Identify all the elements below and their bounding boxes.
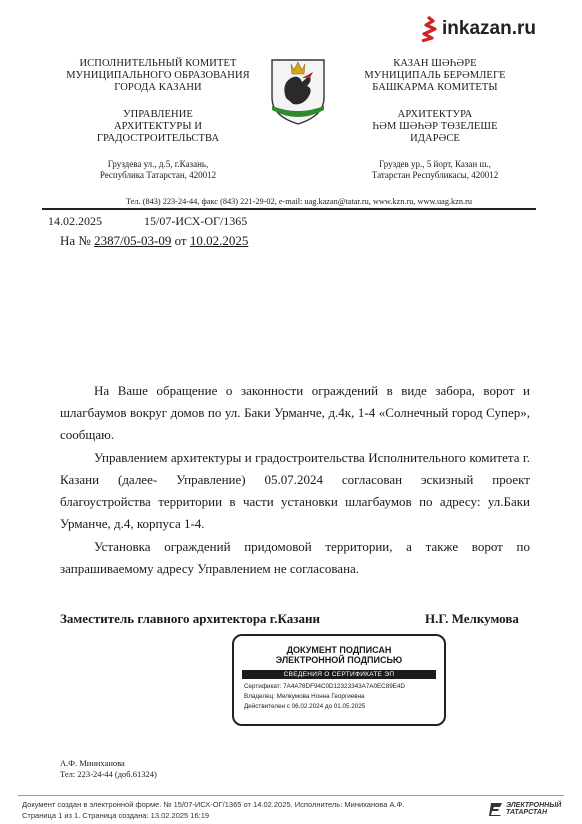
e-signature-stamp xyxy=(232,634,446,726)
footer-line: Документ создан в электронной форме. № 15/07-ИСХ-ОГ/1365 от 14.02.2025. Исполнитель: Миниханова А.Ф. xyxy=(22,800,405,809)
e-tatarstan-logo xyxy=(488,801,561,817)
org-line: КАЗАН ШӘҺӘРЕ xyxy=(393,58,477,69)
org-line: ИСПОЛНИТЕЛЬНЫЙ КОМИТЕТ xyxy=(79,58,237,69)
stamp-band: СВЕДЕНИЯ О СЕРТИФИКАТЕ ЭП xyxy=(242,670,436,679)
contacts-line: Тел. (843) 223-24-44, факс (843) 221-29-02, e-mail: uag.kazan@tatar.ru, www.kzn.ru, www.uag.kzn.ru xyxy=(125,197,473,206)
doc-date: 14.02.2025 xyxy=(48,214,102,228)
signature-position: Заместитель главного архитектора г.Казани xyxy=(60,611,320,626)
coat-of-arms-icon xyxy=(269,58,327,126)
dept-line: ҺӘМ ШӘҺӘР ТӨЗЕЛЕШЕ xyxy=(372,121,498,132)
executor-name: А.Ф. Миниханова xyxy=(60,758,125,768)
address-line: Республика Татарстан, 420012 xyxy=(99,170,217,180)
org-line: ГОРОДА КАЗАНИ xyxy=(114,82,202,93)
address-line: Татарстан Республикасы, 420012 xyxy=(371,170,499,180)
paragraph: Установка ограждений придомовой территории, а также ворот по запрашиваемому адресу Управлением не согласована. xyxy=(60,539,530,576)
dept-line: АРХИТЕКТУРА xyxy=(397,109,473,120)
watermark-text: inkazan.ru xyxy=(442,18,536,39)
paragraph: Управлением архитектуры и градостроительства Исполнительного комитета г. Казани (далее- Управление) 05.07.2024 согласован эскизный проект благоустройства территории в части установки шлагбаумов по адресу: ул.Баки Урманче, д.4, корпуса 1-4. xyxy=(60,450,530,531)
stamp-title: ДОКУМЕНТ ПОДПИСАН xyxy=(286,645,392,655)
watermark xyxy=(418,16,536,42)
org-line: БАШКАРМА КОМИТЕТЫ xyxy=(372,82,498,93)
dept-line: УПРАВЛЕНИЕ xyxy=(123,109,193,120)
logo-text: ТАТАРСТАН xyxy=(506,809,547,816)
dept-line: ИДАРӘСЕ xyxy=(410,133,460,144)
ref-from: от xyxy=(174,233,187,248)
address-line: Груздева ул., д.5, г.Казань, xyxy=(107,159,209,169)
stamp-title: ЭЛЕКТРОННОЙ ПОДПИСЬЮ xyxy=(275,655,403,665)
letter-body xyxy=(60,380,530,580)
org-line: МУНИЦИПАЛЬНОГО ОБРАЗОВАНИЯ xyxy=(66,70,250,81)
header-right xyxy=(330,58,540,181)
ref-prefix: На № xyxy=(60,233,91,248)
ref-number: 2387/05-03-09 xyxy=(94,233,172,248)
executor-phone: Тел: 223-24-44 (доб.61324) xyxy=(60,769,157,779)
header-left xyxy=(48,58,268,181)
coat-of-arms xyxy=(269,58,327,126)
paragraph: На Ваше обращение о законности ограждений в виде забора, ворот и шлагбаумов вокруг домов по ул. Баки Урманче, д.4к, 1-4 «Солнечный город Супер», сообщаю. xyxy=(60,383,530,442)
stamp-certificate: Сертификат: 7A4A78DF94C0D12323343A7A0EC89E4D xyxy=(244,683,405,690)
signature-name: Н.Г. Мелкумова xyxy=(425,611,519,626)
reference-line xyxy=(60,233,248,249)
dept-line: ГРАДОСТРОИТЕЛЬСТВА xyxy=(96,133,220,144)
footer-divider xyxy=(18,795,564,796)
stamp-owner: Владелец: Мелкумова Нонна Георгиевна xyxy=(244,693,365,700)
inkazan-logo-icon xyxy=(418,16,440,42)
doc-number: 15/07-ИСХ-ОГ/1365 xyxy=(144,214,248,228)
e-tatarstan-logo-icon xyxy=(488,801,504,817)
org-line: МУНИЦИПАЛЬ БЕРӘМЛЕГЕ xyxy=(364,70,506,81)
dept-line: АРХИТЕКТУРЫ И xyxy=(113,121,203,132)
ref-date: 10.02.2025 xyxy=(189,233,249,248)
stamp-valid: Действителен с 06.02.2024 до 01.05.2025 xyxy=(244,703,366,710)
address-line: Груздев ур., 5 йорт, Казан ш., xyxy=(379,159,491,169)
header-divider xyxy=(42,208,536,210)
logo-text: ЭЛЕКТРОННЫЙ xyxy=(506,801,562,809)
footer-line: Страница 1 из 1. Страница создана: 13.02.2025 16:19 xyxy=(22,811,210,820)
